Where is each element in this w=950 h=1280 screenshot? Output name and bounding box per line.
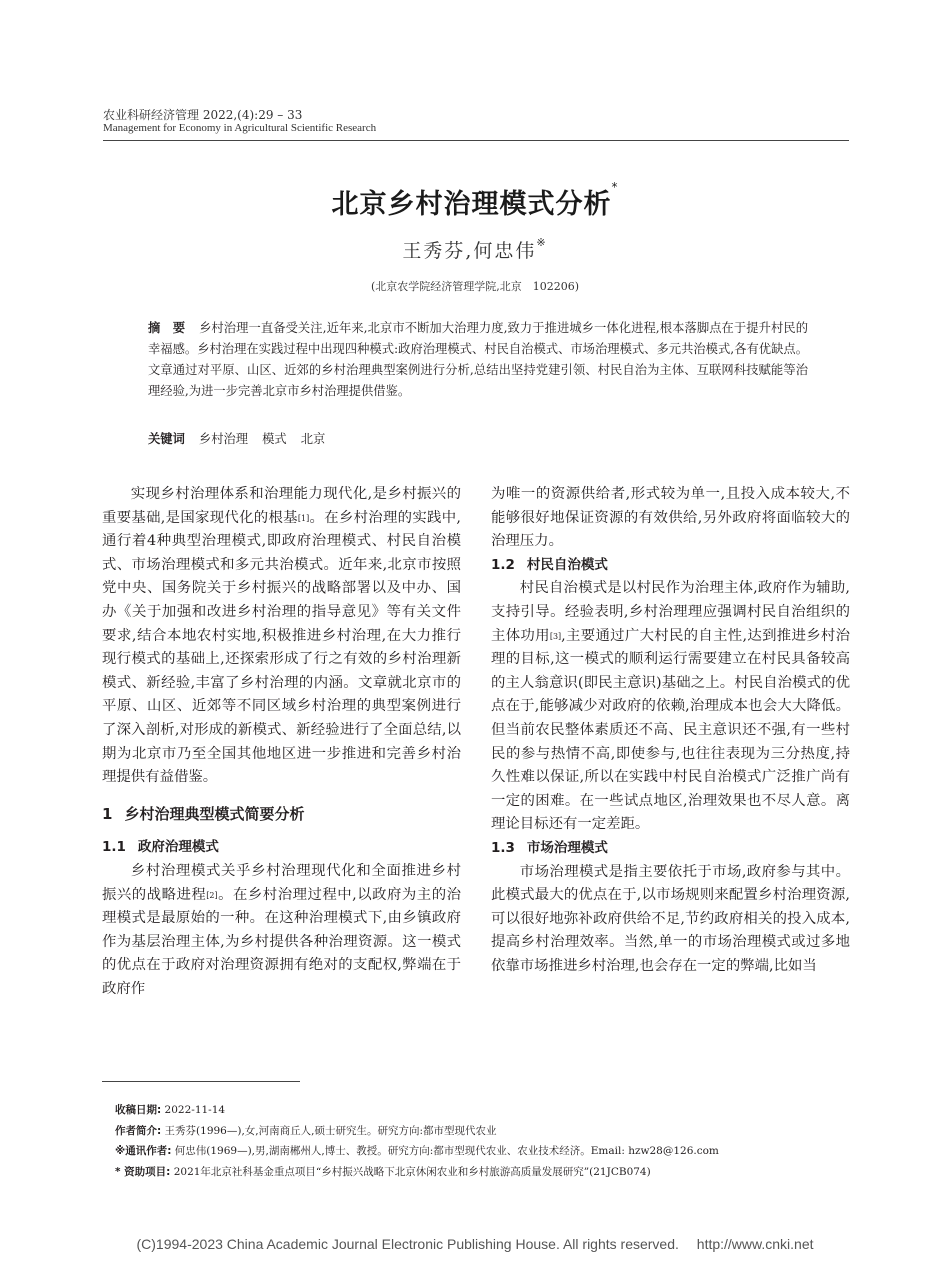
footnote-text: 何忠伟(1969—),男,湖南郴州人,博士、教授。研究方向:都市型现代农业、农业技术经济。Email: hzw28@126.com (174, 1145, 719, 1157)
keyword: 乡村治理 (198, 432, 249, 446)
affiliation: (北京农学院经济管理学院,北京 102206) (370, 280, 580, 293)
intro-paragraph (102, 483, 461, 790)
footnote-text: 2022-11-14 (164, 1104, 226, 1116)
footnote-funding (115, 1162, 855, 1183)
title-footnote-mark: * (611, 180, 619, 194)
body-column-right (491, 483, 850, 978)
keyword: 模式 (262, 432, 287, 446)
article-title (0, 182, 950, 221)
abstract-text: 乡村治理一直备受关注,近年来,北京市不断加大治理力度,致力于推进城乡一体化进程,根本落脚点在于提升村民的幸福感。乡村治理在实践过程中出现四种模式:政府治理模式、村民自治模式、市场治理模式、多元共治模式,各有优缺点。文章通过对平原、山区、近郊的乡村治理典型案例进行分析,总结出坚持党建引领、村民自治为主体、互联网科技赋能等治理经验,为进一步完善北京市乡村治理提供借鉴。 (148, 321, 808, 398)
body-paragraph (491, 577, 850, 837)
section-number: 1.3 (491, 839, 515, 856)
journal-name-english: Management for Economy in Agricultural Scientific Research (103, 122, 377, 134)
section-title: 市场治理模式 (526, 839, 608, 856)
footnotes (115, 1100, 855, 1182)
section-number: 1.1 (102, 839, 126, 856)
footnote-rule (102, 1081, 300, 1082)
abstract (148, 318, 808, 402)
paragraph-text: ,主要通过广大村民的自主性,达到推进乡村治理的目标,这一模式的顺利运行需要建立在村民具备较高的主人翁意识(即民主意识)基础之上。村民自治模式的优点在于,能够减少对政府的依赖,治理成本也会大大降低。但当前农民整体素质还不高、民主意识还不强,有一些村民的参与热情不高,即使参与,也往往表现为三分热度,持久性难以保证,所以在实践中村民自治模式广泛推广尚有一定的困难。在一些试点地区,治理效果也不尽人意。离理论目标还有一定差距。 (491, 627, 850, 833)
section-number: 1.2 (491, 556, 515, 573)
body-paragraph (102, 860, 461, 1002)
author-line (0, 236, 950, 263)
section-number: 1 (102, 804, 113, 823)
keyword: 北京 (300, 432, 326, 446)
footnote-label: 作者简介: (115, 1124, 162, 1137)
footnote-corresponding (115, 1141, 855, 1162)
body-paragraph: 为唯一的资源供给者,形式较为单一,且投入成本较大,不能够很好地保证资源的有效供给,另外政府将面临较大的治理压力。 (491, 486, 850, 550)
authors-text: 王秀芬,何忠伟 (402, 240, 537, 262)
paragraph-text: 乡村治理模式关乎乡村治理现代化和全面推进乡村振兴的战略进程 (102, 862, 461, 903)
paragraph-text: 实现乡村治理体系和治理能力现代化,是乡村振兴的重要基础,是国家现代化的根基 (102, 486, 461, 526)
paragraph-text: 村民自治模式是以村民作为治理主体,政府作为辅助,支持引导。经验表明,乡村治理理应强调村民自治组织的主体功用 (491, 580, 850, 644)
section-title: 政府治理模式 (137, 839, 219, 856)
section-title: 村民自治模式 (526, 556, 608, 573)
corresponding-author-mark: ※ (536, 236, 548, 249)
citation-ref: [2] (206, 890, 218, 900)
subsection-heading (102, 836, 461, 860)
footnote-label: * 资助项目: (115, 1165, 171, 1178)
citation-ref: [1] (297, 513, 310, 523)
citation-ref: [3] (549, 631, 562, 641)
abstract-label: 摘 要 (148, 321, 186, 335)
footnote-label: 收稿日期: (115, 1104, 162, 1116)
footnote-received (115, 1100, 855, 1121)
body-paragraph: 市场治理模式是指主要依托于市场,政府参与其中。此模式最大的优点在于,以市场规则来配置乡村治理资源,可以很好地弥补政府供给不足,节约政府相关的投入成本,提高乡村治理效率。当然,单一的市场治理模式或过多地依靠市场推进乡村治理,也会存在一定的弊端,比如当 (491, 863, 850, 974)
keywords-label: 关键词 (148, 432, 185, 446)
keywords (148, 429, 808, 447)
section-title: 乡村治理典型模式简要分析 (124, 804, 305, 823)
subsection-heading (491, 554, 850, 578)
title-text: 北京乡村治理模式分析 (331, 189, 612, 220)
section-heading (102, 803, 461, 827)
paragraph-text: 。在乡村治理过程中,以政府为主的治理模式是最原始的一种。在这种治理模式下,由乡镇政府作为基层治理主体,为乡村提供各种治理资源。这一模式的优点在于政府对治理资源拥有绝对的支配权,弊端在于政府作 (102, 886, 461, 997)
subsection-heading (491, 837, 850, 861)
copyright-notice: (C)1994-2023 China Academic Journal Electronic Publishing House. All rights reserved. http://www.cnki.net (136, 1236, 814, 1252)
journal-citation: 农业科研经济管理 2022,(4):29 – 33 (103, 108, 303, 122)
footnote-label: ※通讯作者: (115, 1145, 172, 1157)
footnote-text: 王秀芬(1996—),女,河南商丘人,硕士研究生。研究方向:都市型现代农业 (164, 1124, 497, 1137)
paragraph-text: 。在乡村治理的实践中,通行着4种典型治理模式,即政府治理模式、村民自治模式、市场治理模式和多元共治模式。近年来,北京市按照党中央、国务院关于乡村振兴的战略部署以及中办、国办《关于加强和改进乡村治理的指导意见》等有关文件要求,结合本地农村实地,积极推进乡村治理,在大力推行现行模式的基础上,还探索形成了行之有效的乡村治理新模式、新经验,丰富了乡村治理的内涵。文章就北京市的平原、山区、近郊等不同区域乡村治理的典型案例进行了深入剖析,对形成的新模式、新经验进行了全面总结,以期为北京市乃至全国其他地区进一步推进和完善乡村治理提供有益借鉴。 (102, 509, 462, 786)
footnote-author (115, 1121, 855, 1142)
body-column-left (102, 483, 461, 1001)
footnote-text: 2021年北京社科基金重点项目“乡村振兴战略下北京休闲农业和乡村旅游高质量发展研究”(21JCB074) (173, 1165, 651, 1178)
header-rule (103, 140, 849, 141)
